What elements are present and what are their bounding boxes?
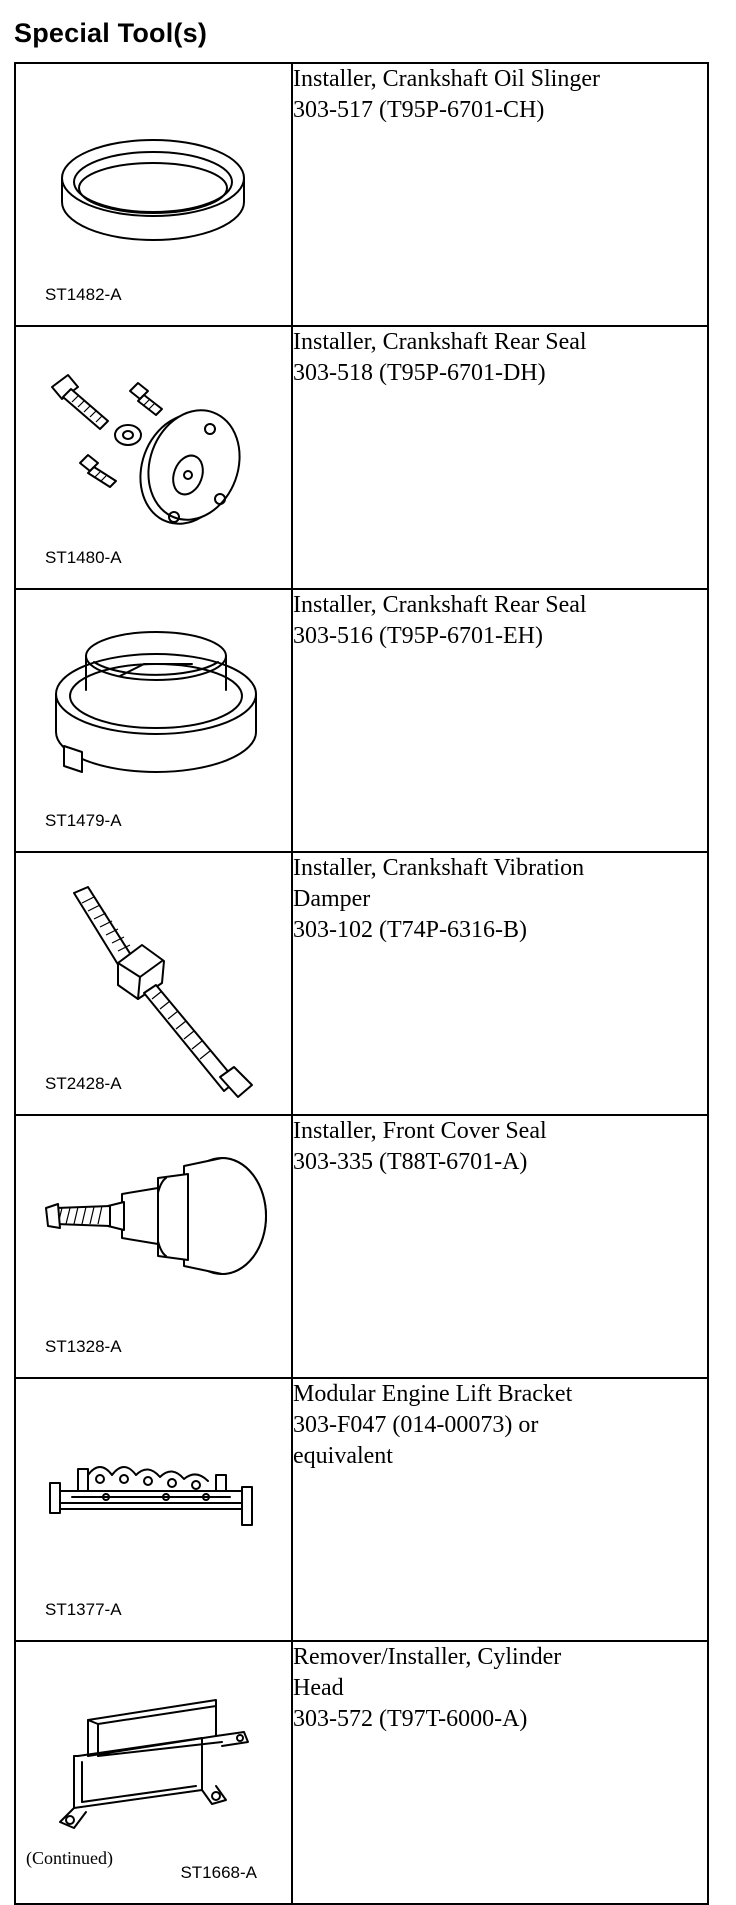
special-tools-table bbox=[14, 62, 709, 1905]
tool-illustration-cell bbox=[15, 589, 292, 852]
tool-description-cell bbox=[292, 1115, 708, 1378]
tool-row bbox=[15, 852, 708, 1115]
tool-illustration-cell bbox=[15, 63, 292, 326]
tool-description: Installer, Crankshaft Oil Slinger 303-517 (T95P-6701-CH) bbox=[293, 66, 600, 123]
tool-code: ST2428-A bbox=[45, 1074, 122, 1093]
tool-illustration-cell bbox=[15, 1115, 292, 1378]
tool-description: Remover/Installer, Cylinder Head 303-572 (T97T-6000-A) bbox=[293, 1644, 562, 1732]
tool-row bbox=[15, 1378, 708, 1641]
tool-description-cell bbox=[292, 326, 708, 589]
tool-description: Modular Engine Lift Bracket 303-F047 (014-00073) or equivalent bbox=[293, 1381, 573, 1469]
tool-description-cell bbox=[292, 1378, 708, 1641]
tool-row bbox=[15, 326, 708, 589]
tool-code: ST1479-A bbox=[45, 811, 122, 830]
tool-description: Installer, Crankshaft Rear Seal 303-516 (T95P-6701-EH) bbox=[293, 592, 587, 649]
tool-description: Installer, Crankshaft Rear Seal 303-518 (T95P-6701-DH) bbox=[293, 329, 587, 386]
tool-row bbox=[15, 1115, 708, 1378]
tool-code: ST1668-A bbox=[180, 1863, 257, 1882]
tool-row bbox=[15, 589, 708, 852]
tool-row bbox=[15, 63, 708, 326]
tool-description: Installer, Front Cover Seal 303-335 (T88T-6701-A) bbox=[293, 1118, 547, 1175]
tool-row bbox=[15, 1641, 708, 1904]
tool-code: ST1377-A bbox=[45, 1600, 122, 1619]
tool-illustration-cell bbox=[15, 852, 292, 1115]
continued-note: (Continued) bbox=[26, 1848, 113, 1868]
tool-illustration-cell bbox=[15, 1378, 292, 1641]
tool-description-cell bbox=[292, 1641, 708, 1904]
tool-illustration-cell bbox=[15, 326, 292, 589]
tool-description: Installer, Crankshaft Vibration Damper 303-102 (T74P-6316-B) bbox=[293, 855, 585, 943]
tool-description-cell bbox=[292, 63, 708, 326]
tool-code: ST1480-A bbox=[45, 548, 122, 567]
tool-code: ST1328-A bbox=[45, 1337, 122, 1356]
page-title: Special Tool(s) bbox=[14, 18, 208, 48]
tool-code: ST1482-A bbox=[45, 285, 122, 304]
tool-description-cell bbox=[292, 852, 708, 1115]
tool-description-cell bbox=[292, 589, 708, 852]
